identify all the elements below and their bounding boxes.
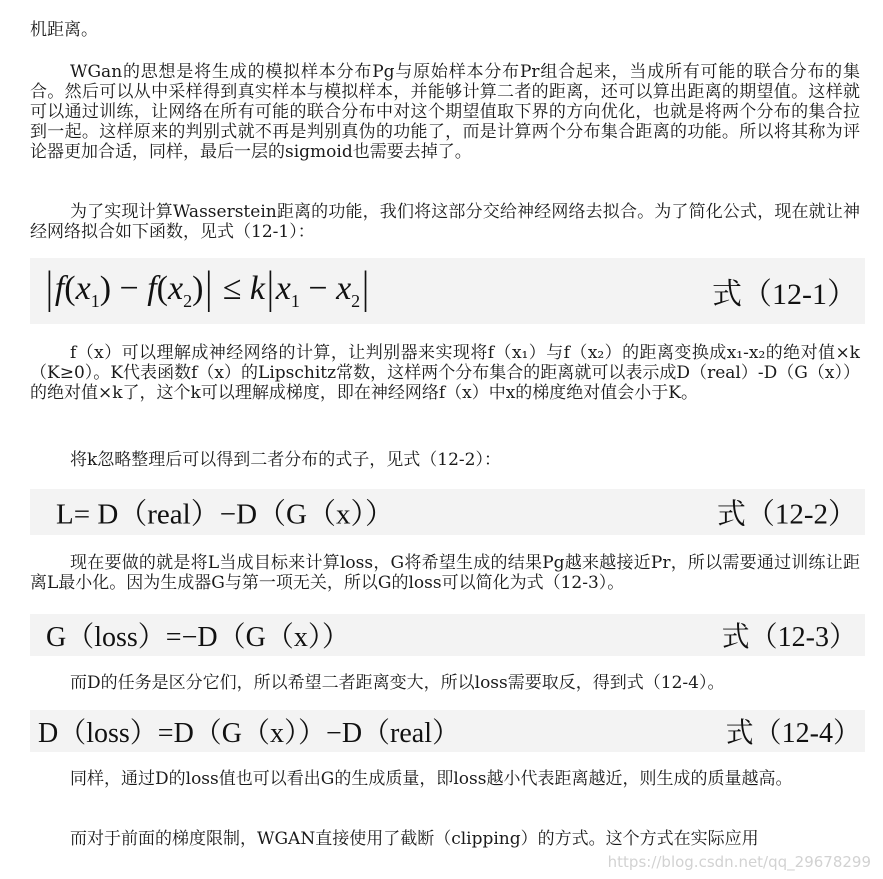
eq-paren: ( bbox=[64, 270, 76, 307]
equation-12-1 bbox=[30, 258, 865, 324]
eq-f: f bbox=[54, 270, 65, 307]
eq-subscript: 2 bbox=[351, 291, 361, 311]
equation-12-2 bbox=[30, 489, 865, 535]
eq-leq: ≤ bbox=[214, 270, 250, 307]
paragraph-d-task: 而D的任务是区分它们，所以希望二者距离变大，所以loss需要取反，得到式（12-4）。 bbox=[70, 673, 725, 693]
eq-x: x bbox=[167, 270, 184, 307]
eq-f: f bbox=[147, 270, 157, 307]
eq-k: k bbox=[249, 270, 265, 307]
eq-paren: ( bbox=[156, 270, 168, 307]
eq-subscript: 1 bbox=[90, 291, 100, 311]
eq-x: x bbox=[275, 270, 291, 307]
equation-12-2-body: L= D（real）−D（G（x）） bbox=[56, 498, 394, 531]
paragraph-lipschitz: f（x）可以理解成神经网络的计算，让判别器来实现将f（x₁）与f（x₂）的距离变换成x₁-x₂的绝对值×k（K≥0）。K代表函数f（x）的Lipschitz常数，这样两个分布集合的距离就可以表示成D（real）-D（G（x））的绝对值×k了，这个k可以理解成梯度，即在神经网络f（x）中x的梯度绝对值会小于K。 bbox=[30, 343, 860, 403]
watermark: https://blog.csdn.net/qq_29678299 bbox=[607, 853, 871, 871]
equation-12-4-label: 式（12-4） bbox=[725, 718, 861, 749]
equation-12-4-body: D（loss）=D（G（x））−D（real） bbox=[38, 718, 460, 749]
equation-12-3-label: 式（12-3） bbox=[721, 622, 857, 653]
equation-12-1-label: 式（12-1） bbox=[712, 278, 857, 311]
eq-minus: − bbox=[111, 270, 148, 307]
equation-12-3 bbox=[30, 614, 865, 656]
eq-paren: ) bbox=[192, 270, 204, 307]
equation-12-2-label: 式（12-2） bbox=[716, 498, 857, 531]
paragraph-wgan-idea: WGan的思想是将生成的模拟样本分布Pg与原始样本分布Pr组合起来，当成所有可能的联合分布的集合。然后可以从中采样得到真实样本与模拟样本，并能够计算二者的距离，还可以算出距离的期望值。这样就可以通过训练，让网络在所有可能的联合分布中对这个期望值取下界的方向优化，也就是将两个分布的集合拉到一起。这样原来的判别式就不再是判别真伪的功能了，而是计算两个分布集合距离的功能。所以将其称为评论器更加合适，同样，最后一层的sigmoid也需要去掉了。 bbox=[30, 62, 860, 162]
eq-x: x bbox=[75, 270, 91, 307]
equation-12-3-body: G（loss）=−D（G（x）） bbox=[46, 622, 350, 653]
equation-12-1-body bbox=[44, 263, 371, 314]
abs-bar: | bbox=[205, 263, 213, 314]
equation-12-4 bbox=[30, 710, 865, 752]
paragraph-clipping: 而对于前面的梯度限制，WGAN直接使用了截断（clipping）的方式。这个方式在实际应用 bbox=[70, 829, 759, 849]
eq-x: x bbox=[336, 270, 352, 307]
eq-paren: ) bbox=[99, 270, 112, 307]
paragraph-quality: 同样，通过D的loss值也可以看出G的生成质量，即loss越小代表距离越近，则生成的质量越高。 bbox=[70, 769, 793, 789]
paragraph-intro-tail: 机距离。 bbox=[30, 20, 98, 40]
eq-minus: − bbox=[299, 270, 337, 307]
paragraph-loss-target: 现在要做的就是将L当成目标来计算loss，G将希望生成的结果Pg越来越接近Pr，所以需要通过训练让距离L最小化。因为生成器G与第一项无关，所以G的loss可以简化为式（12-3）。 bbox=[30, 553, 860, 593]
abs-bar: | bbox=[266, 263, 274, 314]
eq-subscript: 1 bbox=[290, 291, 300, 311]
paragraph-simplify: 将k忽略整理后可以得到二者分布的式子，见式（12-2）： bbox=[70, 450, 501, 470]
abs-bar: | bbox=[46, 263, 53, 314]
eq-subscript: 2 bbox=[183, 291, 193, 311]
abs-bar: | bbox=[362, 263, 369, 314]
paragraph-wasserstein: 为了实现计算Wasserstein距离的功能，我们将这部分交给神经网络去拟合。为了简化公式，现在就让神经网络拟合如下函数，见式（12-1）： bbox=[30, 202, 860, 242]
